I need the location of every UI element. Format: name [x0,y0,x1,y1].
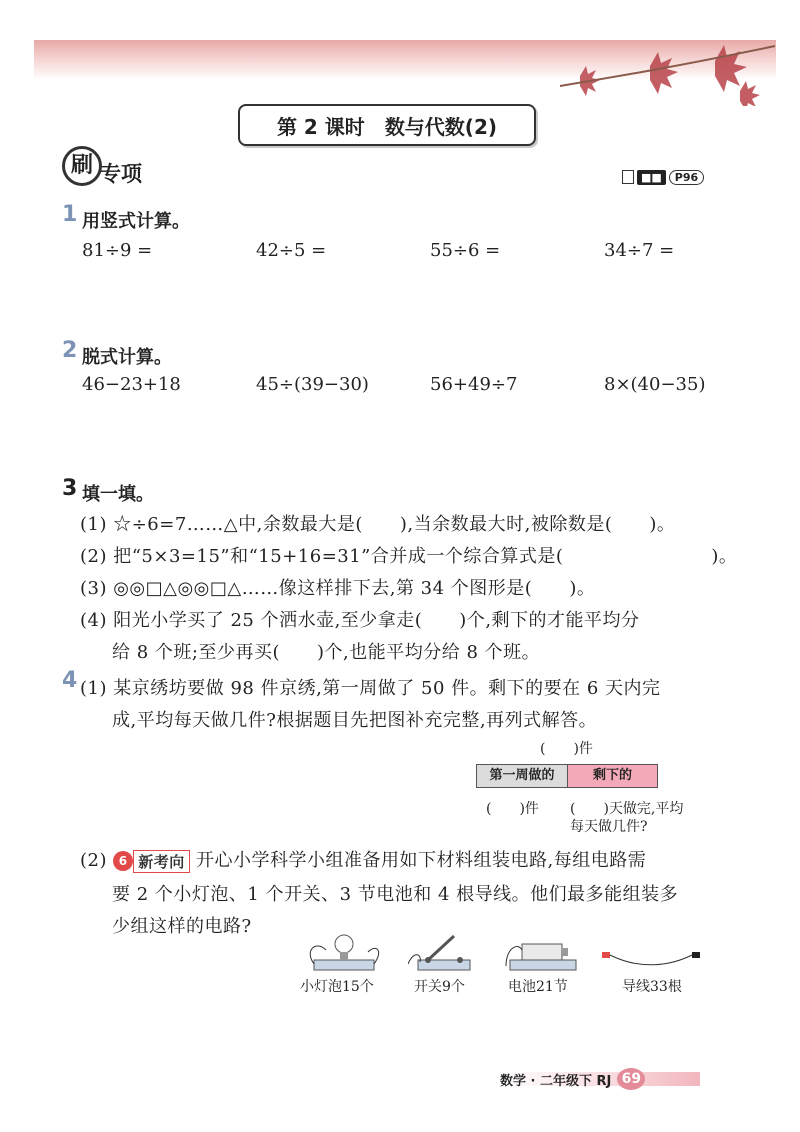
new-trend-tag: 新考向 [133,850,190,873]
material-battery: 电池21节 [508,979,568,995]
q3-title: 填一填。 [82,484,154,505]
q3-line-4: (4) 阳光小学买了 25 个洒水壶,至少拿走( )个,剩下的才能平均分 [80,610,640,631]
q4-part2-line-1: 开心小学科学小组准备用如下材料组装电路,每组电路需 [195,850,647,871]
material-wire: 导线33根 [622,979,682,995]
q1-item-1: 81÷9 = [82,240,153,261]
lesson-topic: 数与代数(2) [384,114,498,139]
diagram-remaining-segment: 剩下的 [568,765,657,787]
q4-part1-line-1: (1) 某京绣坊要做 98 件京绣,第一周做了 50 件。剩下的要在 6 天内完 [80,678,661,699]
q2-title: 脱式计算。 [82,347,172,368]
q2-item-4: 8×(40−35) [604,374,706,395]
answer-page: P96 [669,170,704,185]
footer-subject: 数学 · 二年级下 RJ [500,1073,612,1089]
diagram-first-week-label: ( )件 [486,801,539,817]
answer-reference [622,168,710,186]
q3-line-1: (1) ☆÷6=7……△中,余数最大是( ),当余数最大时,被除数是( )。 [80,514,676,535]
switch-icon [408,930,478,974]
q3-line-2: (2) 把“5×3=15”和“15+16=31”合并成一个综合算式是( )。 [80,546,738,567]
diagram-first-week-segment: 第一周做的 [477,765,568,787]
document-icon [622,170,634,184]
q2-item-2: 45÷(39−30) [256,374,369,395]
lesson-number: 第 2 课时 [276,114,365,139]
q2-number: 2 [62,338,78,363]
q1-item-2: 42÷5 = [256,240,327,261]
q3-line-3: (3) ◎◎□△◎◎□△……像这样排下去,第 34 个图形是( )。 [80,578,596,599]
wire-icon [600,948,700,972]
diagram-bar [476,764,658,788]
q3-number: 3 [62,476,78,501]
q1-item-4: 34÷7 = [604,240,675,261]
q4-part1-line-2: 成,平均每天做几件?根据题目先把图补充完整,再列式解答。 [112,710,598,731]
q2-item-3: 56+49÷7 [430,374,518,395]
q1-number: 1 [62,202,78,227]
q4-part2-line-2: 要 2 个小灯泡、1 个开关、3 节电池和 4 根导线。他们最多能组装多 [112,884,679,905]
section-title: 专项 [100,162,142,186]
page-number: 69 [617,1068,645,1090]
section-brush-icon: 刷 [62,146,102,186]
q4-part2-header [80,846,646,873]
light-bulb-icon [306,930,386,974]
q3-line-5: 给 8 个班;至少再买( )个,也能平均分给 8 个班。 [112,642,541,663]
material-bulb: 小灯泡15个 [300,979,374,995]
q4-part2-line-3: 少组这样的电路? [112,916,252,937]
new-trend-icon: 6 [113,851,133,871]
answer-label-block: ■■ [637,170,666,185]
material-switch: 开关9个 [414,979,465,995]
q2-item-1: 46−23+18 [82,374,181,395]
q4-number: 4 [62,668,78,693]
lesson-title [238,104,536,146]
battery-icon [504,930,584,974]
q4-part2-label: (2) [80,850,107,871]
diagram-total-label: ( )件 [540,741,593,757]
diagram-remaining-label-2: 每天做几件? [570,819,648,835]
diagram-remaining-label-1: ( )天做完,平均 [570,801,684,817]
q1-title: 用竖式计算。 [82,211,190,232]
page-footer [500,1068,645,1090]
maple-leaves-decoration [540,36,780,106]
q1-item-3: 55÷6 = [430,240,501,261]
